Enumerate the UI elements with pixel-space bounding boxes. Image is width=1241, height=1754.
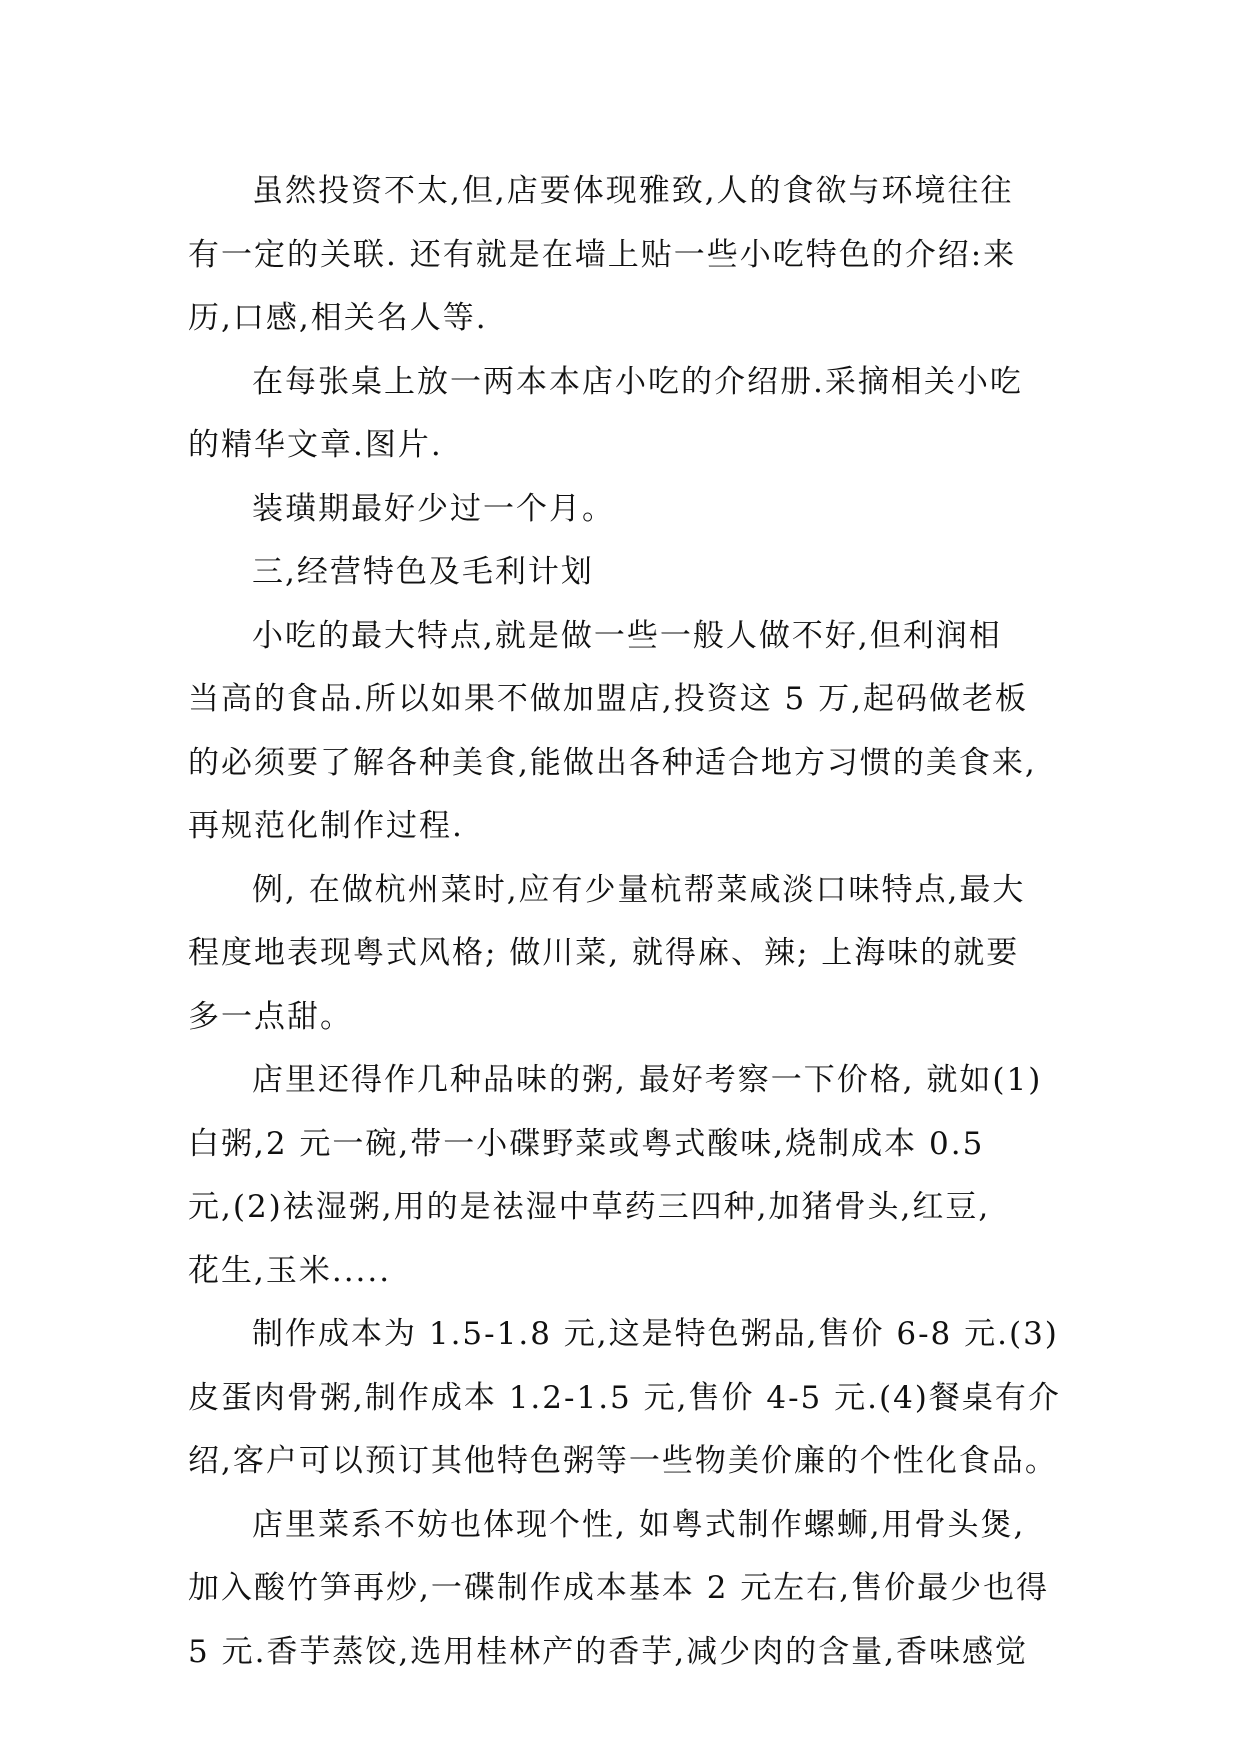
- section-heading: 三,经营特色及毛利计划: [252, 554, 594, 590]
- text-line: 皮蛋肉骨粥,制作成本 1.2-1.5 元,售价 4-5 元.(4)餐桌有介: [188, 1379, 1061, 1416]
- text-line: 5 元.香芋蒸饺,选用桂林产的香芋,减少肉的含量,香味感觉: [188, 1633, 1028, 1670]
- text-line: 在每张桌上放一两本本店小吃的介绍册.采摘相关小吃: [252, 363, 1023, 400]
- text-line: 装璜期最好少过一个月。: [252, 490, 615, 527]
- text-line: 绍,客户可以预订其他特色粥等一些物美价廉的个性化食品。: [188, 1443, 1058, 1479]
- text-line: 花生,玉米.....: [188, 1252, 392, 1289]
- text-line: 店里菜系不妨也体现个性, 如粤式制作螺蛳,用骨头煲,: [252, 1506, 1026, 1543]
- text-line: 例, 在做杭州菜时,应有少量杭帮菜咸淡口味特点,最大: [252, 871, 1026, 908]
- text-line: 制作成本为 1.5-1.8 元,这是特色粥品,售价 6-8 元.(3): [252, 1316, 1059, 1352]
- text-line: 元,(2)祛湿粥,用的是祛湿中草药三四种,加猪骨头,红豆,: [188, 1189, 991, 1225]
- text-line: 店里还得作几种品味的粥, 最好考察一下价格, 就如(1): [252, 1062, 1043, 1098]
- text-line: 的必须要了解各种美食,能做出各种适合地方习惯的美食来,: [188, 744, 1037, 781]
- text-line: 程度地表现粤式风格; 做川菜, 就得麻、辣; 上海味的就要: [188, 935, 1020, 971]
- text-line: 历,口感,相关名人等.: [188, 300, 488, 336]
- text-line: 多一点甜。: [188, 998, 353, 1035]
- text-line: 的精华文章.图片.: [188, 427, 443, 463]
- text-line: 虽然投资不太,但,店要体现雅致,人的食欲与环境往往: [252, 173, 1014, 209]
- text-line: 有一定的关联. 还有就是在墙上贴一些小吃特色的介绍:来: [188, 236, 1017, 273]
- document-body: [188, 160, 1061, 1684]
- text-line: 小吃的最大特点,就是做一些一般人做不好,但利润相: [252, 617, 1002, 654]
- text-line: 当高的食品.所以如果不做加盟店,投资这 5 万,起码做老板: [188, 681, 1028, 717]
- text-line: 白粥,2 元一碗,带一小碟野菜或粤式酸味,烧制成本 0.5: [188, 1125, 985, 1162]
- text-line: 再规范化制作过程.: [188, 808, 464, 844]
- text-line: 加入酸竹笋再炒,一碟制作成本基本 2 元左右,售价最少也得: [188, 1570, 1050, 1606]
